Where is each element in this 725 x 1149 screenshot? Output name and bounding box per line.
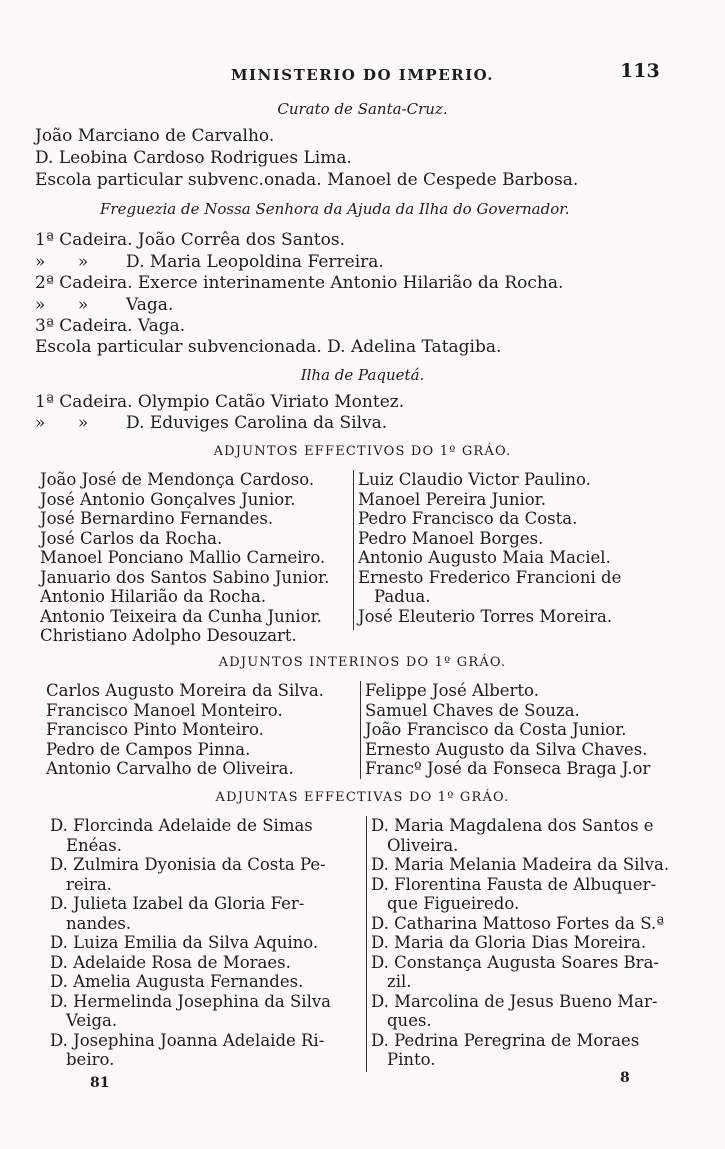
text-line: 3ª Cadeira. Vaga.	[35, 316, 186, 336]
list-item: D. Catharina Mattoso Fortes da S.ª	[371, 913, 665, 933]
list-item: D. Julieta Izabel da Gloria Fer-	[50, 894, 305, 913]
list-item: Januario dos Santos Sabino Junior.	[40, 567, 330, 587]
footer-signature-left: 81	[90, 1075, 110, 1091]
list-item: José Eleuterio Torres Moreira.	[358, 606, 613, 626]
list-item: Antonio Hilarião da Rocha.	[40, 587, 267, 606]
list-item: José Carlos da Rocha.	[40, 528, 223, 548]
list-item: José Bernardino Fernandes.	[40, 509, 274, 528]
text-line: João Marciano de Carvalho.	[35, 126, 275, 146]
list-item: João Francisco da Costa Junior.	[365, 720, 627, 739]
section-heading-paqueta: Ilha de Paquetá.	[300, 366, 425, 384]
list-item: D. Maria Magdalena dos Santos e	[371, 816, 654, 835]
list-item: Francisco Manoel Monteiro.	[46, 700, 283, 720]
adjuntas-effectivas-right-column	[371, 816, 669, 1070]
list-item: D. Florentina Fausta de Albuquer-	[371, 874, 657, 894]
text-line: » » Vaga.	[35, 295, 174, 315]
list-item: D. Marcolina de Jesus Bueno Mar-	[371, 991, 658, 1011]
adjuntos-interinos-right-column	[365, 681, 650, 779]
text-line: » » D. Maria Leopoldina Ferreira.	[35, 252, 384, 272]
list-item: D. Florcinda Adelaide de Simas	[50, 816, 313, 835]
list-item: Christiano Adolpho Desouzart.	[40, 626, 297, 645]
list-item-continuation: Pinto.	[387, 1050, 436, 1069]
list-item: Luiz Claudio Victor Paulino.	[358, 470, 591, 489]
list-item-continuation: Padua.	[374, 587, 431, 606]
list-item: Manoel Ponciano Mallio Carneiro.	[40, 548, 326, 567]
list-item-continuation: zil.	[387, 972, 412, 991]
adjuntos-effectivos-left-column	[40, 470, 329, 646]
list-item-continuation: nandes.	[66, 913, 132, 933]
adjuntas-effectivas-left-column	[50, 816, 331, 1070]
section-heading-curato: Curato de Santa-Cruz.	[277, 100, 448, 118]
text-line: D. Leobina Cardoso Rodrigues Lima.	[35, 148, 352, 168]
list-item: Samuel Chaves de Souza.	[365, 700, 580, 720]
list-item: Antonio Augusto Maia Maciel.	[358, 548, 611, 567]
list-item: Carlos Augusto Moreira da Silva.	[46, 681, 324, 700]
adjuntos-interinos-left-column	[46, 681, 324, 779]
adjuntos-effectivos-right-column	[358, 470, 621, 626]
list-item: Francisco Pinto Monteiro.	[46, 720, 264, 739]
list-item-continuation: reira.	[66, 874, 112, 894]
list-item-continuation: Enéas.	[66, 835, 122, 855]
list-item: Pedro Francisco da Costa.	[358, 509, 578, 528]
section-heading-adjuntos-interinos: ADJUNTOS INTERINOS DO 1º GRÁO.	[218, 655, 507, 670]
list-item: Antonio Carvalho de Oliveira.	[46, 759, 294, 778]
list-item: Felippe José Alberto.	[365, 681, 539, 700]
page-header-title: MINISTERIO DO IMPERIO.	[230, 66, 495, 84]
list-item: Manoel Pereira Junior.	[358, 489, 547, 509]
list-item: D. Hermelinda Josephina da Silva	[50, 991, 332, 1011]
section-heading-adjuntos-effectivos: ADJUNTOS EFFECTIVOS DO 1º GRÁO.	[213, 444, 512, 459]
list-item: D. Constança Augusta Soares Bra-	[371, 952, 659, 972]
footer-signature-right: 8	[620, 1070, 630, 1086]
list-item: D. Josephina Joanna Adelaide Ri-	[50, 1030, 325, 1050]
text-line: 2ª Cadeira. Exerce interinamente Antonio Hilarião da Rocha.	[35, 273, 564, 293]
list-item: João José de Mendonça Cardoso.	[40, 470, 315, 489]
list-item: Ernesto Augusto da Silva Chaves.	[365, 739, 648, 759]
text-line: Escola particular subvencionada. D. Adelina Tatagiba.	[35, 337, 502, 357]
column-divider	[353, 470, 354, 630]
list-item-continuation: beiro.	[66, 1050, 115, 1069]
list-item: Pedro Manoel Borges.	[358, 528, 544, 548]
list-item: D. Maria Melania Madeira da Silva.	[371, 855, 670, 874]
list-item: Antonio Teixeira da Cunha Junior.	[40, 606, 322, 626]
list-item: Francº José da Fonseca Braga J.or	[365, 759, 651, 778]
list-item-continuation: que Figueiredo.	[387, 894, 520, 913]
text-line: » » D. Eduviges Carolina da Silva.	[35, 413, 388, 433]
column-divider	[360, 681, 361, 779]
section-heading-adjuntas-effectivas: ADJUNTAS EFFECTIVAS DO 1º GRÁO.	[215, 790, 510, 805]
list-item: D. Luiza Emilia da Silva Aquino.	[50, 933, 319, 952]
list-item: D. Pedrina Peregrina de Moraes	[371, 1030, 640, 1050]
list-item: Pedro de Campos Pinna.	[46, 739, 251, 759]
list-item-continuation: ques.	[387, 1011, 432, 1030]
column-divider	[366, 816, 367, 1072]
text-line: 1ª Cadeira. João Corrêa dos Santos.	[35, 230, 345, 250]
list-item: D. Maria da Gloria Dias Moreira.	[371, 933, 647, 952]
list-item-continuation: Oliveira.	[387, 835, 459, 855]
list-item: Ernesto Frederico Francioni de	[358, 567, 622, 587]
section-heading-freguezia: Freguezia de Nossa Senhora da Ajuda da Ilha do Governador.	[100, 200, 570, 218]
list-item-continuation: Veiga.	[66, 1011, 118, 1030]
list-item: José Antonio Gonçalves Junior.	[40, 489, 296, 509]
list-item: D. Zulmira Dyonisia da Costa Pe-	[50, 855, 326, 874]
list-item: D. Adelaide Rosa de Moraes.	[50, 952, 291, 972]
text-line: Escola particular subvenc.onada. Manoel de Cespede Barbosa.	[35, 170, 579, 190]
page-number: 113	[620, 60, 660, 82]
text-line: 1ª Cadeira. Olympio Catão Viriato Montez.	[35, 392, 405, 412]
list-item: D. Amelia Augusta Fernandes.	[50, 972, 304, 991]
